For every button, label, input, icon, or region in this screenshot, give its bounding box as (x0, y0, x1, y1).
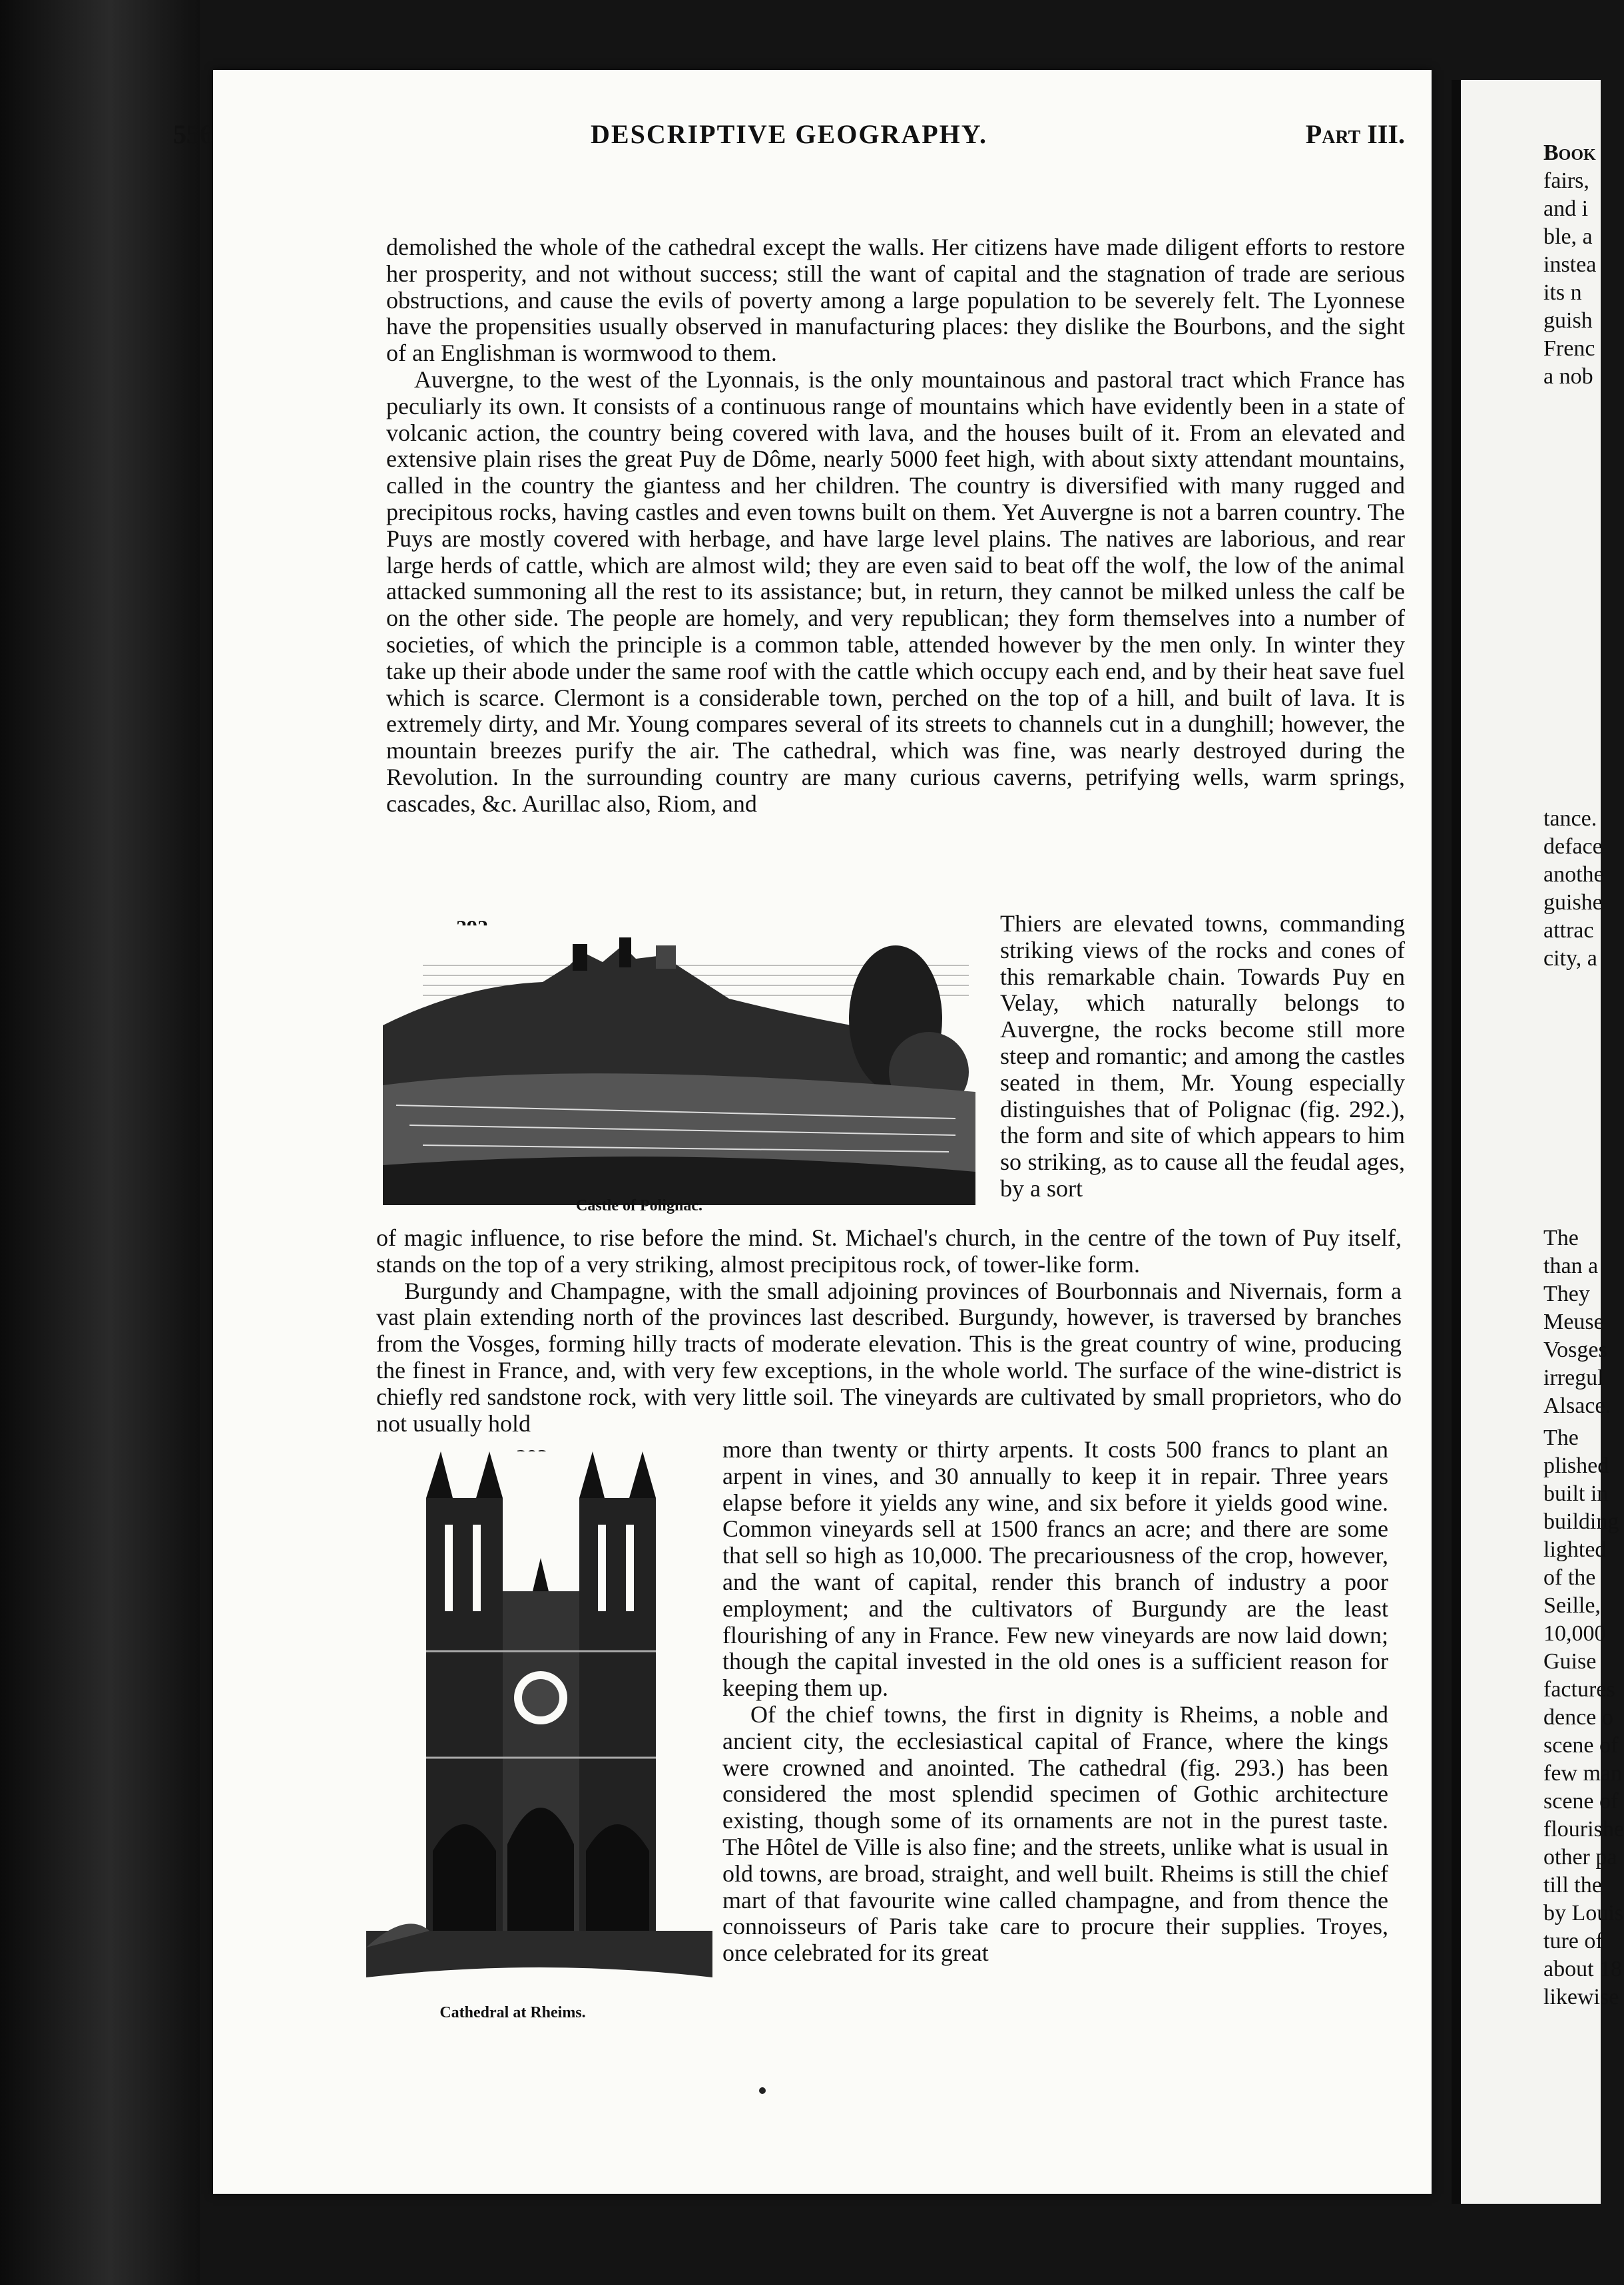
adjacent-page-fragment: than a (1543, 1254, 1599, 1278)
adjacent-page-fragment: Book (1543, 140, 1596, 165)
adjacent-page-fragment: deface (1543, 834, 1603, 859)
page-header (173, 119, 1405, 158)
adjacent-page-fragment: building (1543, 1509, 1619, 1534)
paragraph-auvergne: Auvergne, to the west of the Lyonnais, is the only mountainous and pastoral tract which France has peculiarly its own. It consists of a continuous range of mountains which have evidently been in a state of volcanic action, the country being covered with lava, and the houses built of it. From an elevated and extensive plain rises the great Puy de Dôme, nearly 5000 feet high, with about sixty attendant mountains, called in the country the giantess and her children. The country is diversified with many rugged and precipitous rocks, having castles and even towns built on them. Yet Auvergne is not a barren country. The Puys are mostly covered with herbage, and have large level plains. The natives are laborious, and rear large herds of cattle, which are almost wild; they are even said to beat off the wolf, the low of the animal attacked summoning all the rest to its assistance; but, in return, they cannot be milked unless the calf be on the other side. The people are homely, and very republican; they form themselves into a number of societies, of which the principle is a common table, attended however by the men only. In winter they take up their abode under the same roof with the cattle which occupy each end, and by their heat save fuel which is scarce. Clermont is a considerable town, perched on the top of a hill, and built of lava. It is extremely dirty, and Mr. Young compares several of its streets to channels cut in a dunghill; however, the mountain breezes purify the air. The cathedral, which was fine, was nearly destroyed during the Revolution. In the surrounding country are many curious caverns, petrifying wells, warm springs, cascades, &c. Aurillac also, Riom, and (386, 366, 1405, 817)
adjacent-page-fragment: few man (1543, 1761, 1623, 1786)
cathedral-at-rheims-engraving (366, 1451, 712, 1997)
adjacent-page-fragment: guishe (1543, 890, 1603, 915)
adjacent-page-fragment: till the (1543, 1873, 1602, 1898)
adjacent-page-fragment: lighted (1543, 1537, 1607, 1562)
adjacent-page-fragment: other pa (1543, 1845, 1617, 1870)
text-block-top (386, 234, 1405, 910)
running-title: DESCRIPTIVE GEOGRAPHY. (591, 119, 987, 149)
adjacent-page-fragment: city, a (1543, 946, 1597, 971)
adjacent-page-fragment: Guise (1543, 1649, 1597, 1674)
adjacent-page-fragment: They (1543, 1282, 1590, 1306)
adjacent-page-fragment: flourishe (1543, 1817, 1624, 1842)
paragraph-rheims: Of the chief towns, the first in dignity is Rheims, a noble and ancient city, the ecclesiastical capital of France, where the kings were crowned and anointed. The cathedral (fig. 293.) has been considered the most splendid specimen of Gothic architecture existing, though some of its ornaments are not in the purest taste. The Hôtel de Ville is also fine; and the streets, unlike what is usual in old towns, are broad, straight, and well built. Rheims is still the chief mart of that favourite wine called champagne, and from thence the connoisseurs of Paris take care to procure their supplies. Troyes, once celebrated for its great (722, 1700, 1388, 1967)
adjacent-page-fragment: Meuse (1543, 1310, 1604, 1334)
adjacent-page-fragment: ture of (1543, 1929, 1603, 1953)
figure-293 (366, 1445, 712, 2031)
adjacent-page-fragment: Seille, (1543, 1593, 1601, 1618)
adjacent-page-fragment: dence o (1543, 1705, 1613, 1730)
adjacent-page-fragment: about 18 (1543, 1957, 1623, 1981)
ink-dot (759, 2087, 766, 2094)
adjacent-page-fragment: instea (1543, 252, 1597, 277)
paragraph-lyons: demolished the whole of the cathedral except the walls. Her citizens have made diligent efforts to restore her prosperity, and not without success; still the want of capital and the stagnation of trade are serious obstructions, and cause the evils of poverty among a large population to be severely felt. The Lyonnese have the propensities usually observed in manufacturing places: they dislike the Bourbons, and the sight of an Englishman is wormwood to them. (386, 234, 1405, 367)
adjacent-page-fragment: ble, a (1543, 224, 1593, 249)
adjacent-page-fragment: 10,000 (1543, 1621, 1606, 1646)
adjacent-page-fragment: Vosges (1543, 1338, 1607, 1362)
adjacent-page-fragment: The (1543, 1226, 1579, 1250)
figure-caption: Castle of Polignac. (576, 1197, 702, 1214)
adjacent-page-fragment: its n (1543, 280, 1582, 305)
text-block-beside-fig292 (1000, 911, 1405, 1224)
adjacent-page-fragment: and i (1543, 196, 1589, 221)
adjacent-page-fragment: Frenc (1543, 336, 1595, 361)
adjacent-page-fragment: The (1543, 1425, 1579, 1450)
adjacent-page-fragment: guish (1543, 308, 1593, 333)
adjacent-page-fragment: attrac (1543, 918, 1594, 943)
adjacent-page-fragment: Alsace. (1543, 1394, 1611, 1418)
adjacent-page-fragment: scene of (1543, 1733, 1619, 1758)
figure-caption: Cathedral at Rheims. (439, 2004, 586, 2021)
adjacent-page-fragment: built in (1543, 1481, 1609, 1506)
paragraph-puy: of magic influence, to rise before the mind. St. Michael's church, in the centre of the town of Puy itself, stands on the top of a very striking, almost precipitous rock, of tower-like form. (376, 1224, 1402, 1278)
adjacent-page-fragment: a nob (1543, 364, 1593, 389)
adjacent-page-fragment: anothe (1543, 862, 1604, 887)
figure-292 (383, 912, 975, 1218)
adjacent-page-fragment: by Louis (1543, 1901, 1623, 1925)
part-label: Part III. (1305, 119, 1405, 149)
paragraph-thiers: Thiers are elevated towns, commanding striking views of the rocks and cones of this remarkable chain. Towards Puy en Velay, which naturally belongs to Auvergne, the rocks become still more steep and romantic; and among the castles seated in them, Mr. Young especially distinguishes that of Polignac (fig. 292.), the form and site of which appears to him so striking, as to cause all the feudal ages, by a sort (1000, 910, 1405, 1202)
text-block-middle (376, 1225, 1402, 1438)
adjacent-page-fragment: plished (1543, 1453, 1609, 1478)
text-block-beside-fig293 (722, 1437, 1388, 2043)
paragraph-burgundy: Burgundy and Champagne, with the small adjoining provinces of Bourbonnais and Nivernais, form a vast plain extending north of the provinces last described. Burgundy, however, is traversed by branches from the Vosges, forming hilly tracts of moderate elevation. This is the great country of wine, producing the finest in France, and, with very few exceptions, in the whole world. The surface of the wine-district is chiefly red sandstone rock, with very little soil. The vineyards are cultivated by small proprietors, who do not usually hold (376, 1277, 1402, 1437)
adjacent-page-fragment: tance. (1543, 806, 1597, 831)
page-number: 556 (173, 119, 213, 149)
adjacent-page-fragment: factures (1543, 1677, 1615, 1702)
adjacent-page-fragment: fairs, (1543, 168, 1589, 193)
adjacent-page-fragment: likewise (1543, 1985, 1619, 2009)
castle-of-polignac-engraving (383, 925, 975, 1205)
adjacent-page-fragment: scene of (1543, 1789, 1619, 1814)
adjacent-page-edge (1452, 80, 1624, 2204)
paragraph-arpents: more than twenty or thirty arpents. It costs 500 francs to plant an arpent in vines, and 30 annually to keep it in repair. Three years elapse before it yields any wine, and six before it yields good wine. Common vineyards sell at 1500 francs an acre; and there are some that sell so high as 10,000. The precariousness of the crop, however, and the want of capital, render this branch of industry a poor employment; and the cultivators of Burgundy are the least flourishing of any in France. Few new vineyards are now laid down; though the capital invested in the old ones is a sufficient reason for keeping them up. (722, 1436, 1388, 1702)
adjacent-page-fragment: irregul (1543, 1366, 1604, 1390)
adjacent-page-fragment: of the (1543, 1565, 1596, 1590)
book-spine-shadow (0, 0, 200, 2285)
